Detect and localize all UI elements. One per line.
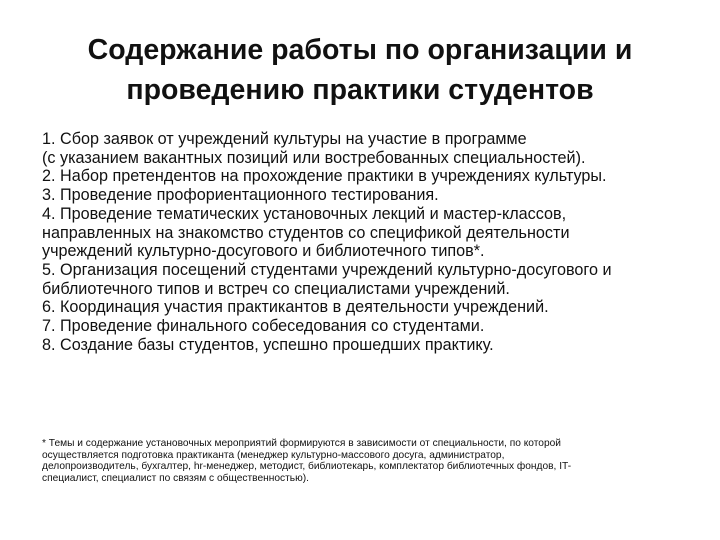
- list-line: 3. Проведение профориентационного тестирования.: [42, 186, 439, 205]
- list-line: (с указанием вакантных позиций или востребованных специальностей).: [42, 148, 586, 167]
- list-line: 2. Набор претендентов на прохождение практики в учреждениях культуры.: [42, 167, 607, 186]
- slide-title: [40, 30, 680, 110]
- list-line: направленных на знакомство студентов со спецификой деятельности: [42, 223, 570, 242]
- list-line: 1. Сбор заявок от учреждений культуры на участие в программе: [42, 130, 527, 148]
- list-line: 8. Создание базы студентов, успешно прошедших практику.: [42, 335, 494, 354]
- list-line: учреждений культурно-досугового и библиотечного типов*.: [42, 242, 485, 261]
- title-line: Содержание работы по организации и: [87, 34, 633, 66]
- list-line: библиотечного типов и встреч со специалистами учреждений.: [42, 279, 510, 298]
- footnote-line: осуществляется подготовка практиканта (менеджер культурно-массового досуга, администратор,: [42, 449, 505, 461]
- title-line: проведению практики студентов: [126, 74, 594, 106]
- task-list: [42, 130, 692, 354]
- footnote: [42, 438, 692, 484]
- footnote-line: * Темы и содержание установочных мероприятий формируются в зависимости от специальности, по которой: [42, 438, 561, 449]
- footnote-line: специалист, специалист по связям с общественностью).: [42, 472, 309, 484]
- list-line: 4. Проведение тематических установочных лекций и мастер-классов,: [42, 204, 567, 223]
- footnote-line: делопроизводитель, бухгалтер, hr-менеджер, методист, библиотекарь, комплектатор библиотечных фондов, IT-: [42, 461, 572, 473]
- list-line: 7. Проведение финального собеседования со студентами.: [42, 317, 485, 336]
- list-line: 5. Организация посещений студентами учреждений культурно-досугового и: [42, 260, 612, 279]
- list-line: 6. Координация участия практикантов в деятельности учреждений.: [42, 298, 549, 317]
